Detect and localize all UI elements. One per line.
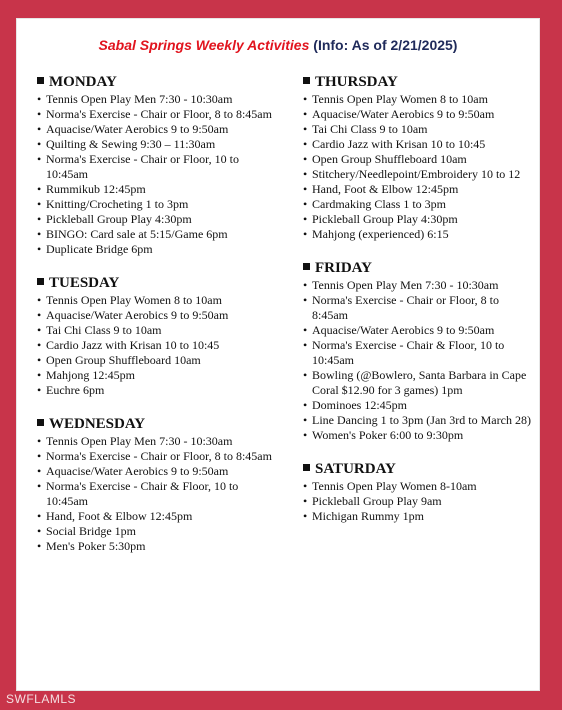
activity-item: • Mahjong 12:45pm bbox=[37, 368, 277, 383]
activity-item: • Bowling (@Bowlero, Santa Barbara in Cape Coral $12.90 for 3 games) 1pm bbox=[303, 368, 535, 398]
activity-item: • Quilting & Sewing 9:30 – 11:30am bbox=[37, 137, 277, 152]
activity-item: • Duplicate Bridge 6pm bbox=[37, 242, 277, 257]
day-name: TUESDAY bbox=[49, 275, 120, 291]
activity-item: • Pickleball Group Play 4:30pm bbox=[303, 212, 535, 227]
activity-item: • Hand, Foot & Elbow 12:45pm bbox=[303, 182, 535, 197]
activity-item: • Dominoes 12:45pm bbox=[303, 398, 535, 413]
activity-item: • Cardmaking Class 1 to 3pm bbox=[303, 197, 535, 212]
day-name: THURSDAY bbox=[315, 74, 398, 90]
activity-item: • Euchre 6pm bbox=[37, 383, 277, 398]
activity-item: • Aquacise/Water Aerobics 9 to 9:50am bbox=[37, 308, 277, 323]
activity-item: • Tennis Open Play Men 7:30 - 10:30am bbox=[37, 434, 277, 449]
flyer-title: Sabal Springs Weekly Activities bbox=[98, 37, 310, 53]
activity-item: • Pickleball Group Play 9am bbox=[303, 494, 535, 509]
activity-item: • Norma's Exercise - Chair & Floor, 10 to 10:45am bbox=[303, 338, 535, 368]
activity-item: • Norma's Exercise - Chair or Floor, 8 to 8:45am bbox=[303, 293, 535, 323]
square-bullet-icon bbox=[303, 263, 310, 270]
day-section-tuesday bbox=[37, 275, 277, 398]
activity-item: • Tennis Open Play Women 8-10am bbox=[303, 479, 535, 494]
day-name: WEDNESDAY bbox=[49, 416, 146, 432]
flyer-header bbox=[17, 37, 539, 53]
activity-item: • Open Group Shuffleboard 10am bbox=[37, 353, 277, 368]
activity-item: • Cardio Jazz with Krisan 10 to 10:45 bbox=[37, 338, 277, 353]
left-column bbox=[37, 74, 277, 572]
activity-item: • Mahjong (experienced) 6:15 bbox=[303, 227, 535, 242]
day-name: MONDAY bbox=[49, 74, 117, 90]
square-bullet-icon bbox=[37, 419, 44, 426]
square-bullet-icon bbox=[303, 77, 310, 84]
activities-flyer bbox=[16, 18, 540, 691]
activity-list bbox=[303, 92, 535, 242]
day-section-thursday bbox=[303, 74, 535, 242]
activity-item: • Michigan Rummy 1pm bbox=[303, 509, 535, 524]
right-column bbox=[303, 74, 535, 542]
day-section-monday bbox=[37, 74, 277, 257]
day-heading bbox=[303, 461, 535, 478]
activity-item: • Aquacise/Water Aerobics 9 to 9:50am bbox=[37, 464, 277, 479]
day-heading bbox=[37, 275, 277, 292]
activity-list bbox=[303, 479, 535, 524]
activity-item: • Tennis Open Play Women 8 to 10am bbox=[37, 293, 277, 308]
activity-list bbox=[37, 293, 277, 398]
activity-item: • Tai Chi Class 9 to 10am bbox=[303, 122, 535, 137]
activity-item: • Stitchery/Needlepoint/Embroidery 10 to 12 bbox=[303, 167, 535, 182]
day-heading bbox=[303, 74, 535, 91]
activity-item: • Tennis Open Play Women 8 to 10am bbox=[303, 92, 535, 107]
activity-item: • Aquacise/Water Aerobics 9 to 9:50am bbox=[303, 323, 535, 338]
activity-item: • Norma's Exercise - Chair or Floor, 8 to 8:45am bbox=[37, 449, 277, 464]
square-bullet-icon bbox=[37, 278, 44, 285]
activity-item: • Norma's Exercise - Chair or Floor, 8 to 8:45am bbox=[37, 107, 277, 122]
flyer-info-date: (Info: As of 2/21/2025) bbox=[313, 37, 458, 53]
activity-item: • Women's Poker 6:00 to 9:30pm bbox=[303, 428, 535, 443]
day-heading bbox=[37, 74, 277, 91]
day-heading bbox=[303, 260, 535, 277]
activity-item: • Hand, Foot & Elbow 12:45pm bbox=[37, 509, 277, 524]
day-name: FRIDAY bbox=[315, 260, 372, 276]
activity-item: • Tai Chi Class 9 to 10am bbox=[37, 323, 277, 338]
day-section-wednesday bbox=[37, 416, 277, 554]
activity-item: • Open Group Shuffleboard 10am bbox=[303, 152, 535, 167]
activity-item: • Norma's Exercise - Chair or Floor, 10 to 10:45am bbox=[37, 152, 277, 182]
listing-watermark: SWFLAMLS bbox=[6, 692, 77, 706]
activity-list bbox=[303, 278, 535, 443]
activity-item: • Rummikub 12:45pm bbox=[37, 182, 277, 197]
day-name: SATURDAY bbox=[315, 461, 396, 477]
square-bullet-icon bbox=[303, 464, 310, 471]
day-section-friday bbox=[303, 260, 535, 443]
activity-item: • Tennis Open Play Men 7:30 - 10:30am bbox=[303, 278, 535, 293]
square-bullet-icon bbox=[37, 77, 44, 84]
activity-item: • Pickleball Group Play 4:30pm bbox=[37, 212, 277, 227]
activity-item: • Cardio Jazz with Krisan 10 to 10:45 bbox=[303, 137, 535, 152]
activity-item: • Aquacise/Water Aerobics 9 to 9:50am bbox=[303, 107, 535, 122]
activity-item: • BINGO: Card sale at 5:15/Game 6pm bbox=[37, 227, 277, 242]
activity-item: • Tennis Open Play Men 7:30 - 10:30am bbox=[37, 92, 277, 107]
day-section-saturday bbox=[303, 461, 535, 524]
day-heading bbox=[37, 416, 277, 433]
activity-item: • Knitting/Crocheting 1 to 3pm bbox=[37, 197, 277, 212]
activity-item: • Norma's Exercise - Chair & Floor, 10 to 10:45am bbox=[37, 479, 277, 509]
activity-item: • Aquacise/Water Aerobics 9 to 9:50am bbox=[37, 122, 277, 137]
activity-list bbox=[37, 92, 277, 257]
activity-item: • Social Bridge 1pm bbox=[37, 524, 277, 539]
activity-list bbox=[37, 434, 277, 554]
activity-item: • Men's Poker 5:30pm bbox=[37, 539, 277, 554]
activity-item: • Line Dancing 1 to 3pm (Jan 3rd to March 28) bbox=[303, 413, 535, 428]
